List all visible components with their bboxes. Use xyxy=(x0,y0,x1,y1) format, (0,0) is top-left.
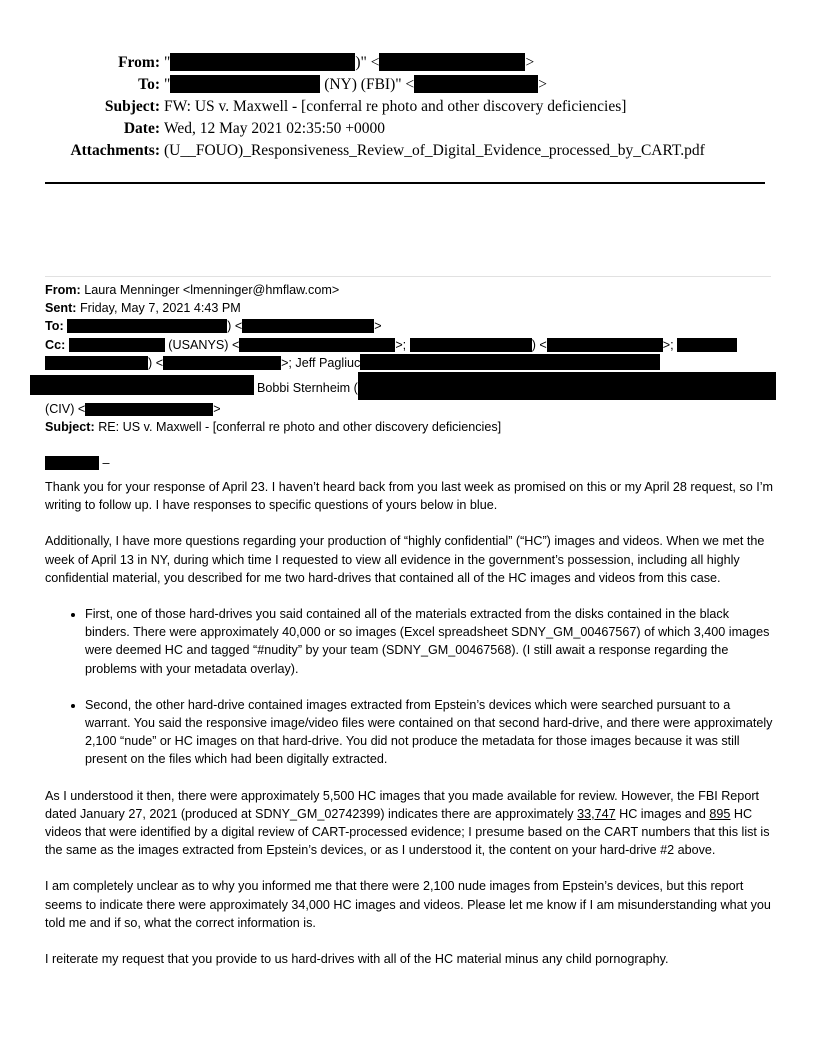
redaction-block xyxy=(242,319,374,333)
forwarded-header xyxy=(45,281,775,473)
text-fragment: )" < xyxy=(355,54,380,71)
text-fragment: ) < xyxy=(531,337,547,352)
greeting-dash: – xyxy=(99,456,110,471)
fwd-subject-value: RE: US v. Maxwell - [conferral re photo and other discovery deficiencies] xyxy=(98,420,502,435)
text-fragment: " xyxy=(164,76,171,93)
redaction-block xyxy=(414,75,538,93)
redaction-block xyxy=(45,356,148,370)
list-item: • First, one of those hard-drives you said contained all of the materials extracted from the disks contained in the black binders. There were approximately 40,000 or so images (Excel spreadsheet SDNY_GM_00467567) of which 3,400 images were deemed HC and tagged “#nudity” by your team (SDNY_GM_00467568). (I still await a response regarding the problems with your metadata overlay). xyxy=(85,605,775,678)
text-fragment: >; xyxy=(662,337,678,352)
forwarded-divider xyxy=(45,276,771,277)
header-attachments-label: Attachments: xyxy=(70,142,160,159)
redaction-block xyxy=(69,338,165,352)
header-from-label: From: xyxy=(118,54,160,71)
text-fragment: HC images and xyxy=(615,806,710,821)
header-from-value xyxy=(164,52,534,74)
header-divider xyxy=(45,182,765,184)
hc-videos-count: 895 xyxy=(709,806,731,821)
fwd-from-value: Laura Menninger <lmenninger@hmflaw.com> xyxy=(84,283,340,297)
text-fragment: (USANYS) < xyxy=(164,337,240,352)
header-to-row xyxy=(0,74,816,96)
text-fragment: > xyxy=(374,319,382,334)
text-fragment: > xyxy=(525,54,535,71)
redaction-block xyxy=(239,338,395,352)
text-fragment: ) < xyxy=(227,319,243,334)
fwd-cc-row-4 xyxy=(45,400,775,418)
body-paragraph: Additionally, I have more questions regarding your production of “highly confidential” (“HC”) images and videos. When we met the week of April 13 in NY, during which time I requested to view all evidence in the government’s possession, including all highly confidential material, you described for me two hard-drives that contained all of the HC images and videos from this case. xyxy=(45,534,765,585)
email-body xyxy=(45,478,775,986)
redaction-block xyxy=(67,319,227,333)
hc-images-count: 33,747 xyxy=(577,806,616,821)
email-header xyxy=(0,52,816,162)
header-subject-label: Subject: xyxy=(104,98,160,115)
fwd-to-row xyxy=(45,317,775,335)
fwd-subject-label: Subject: xyxy=(45,420,95,435)
header-subject-row xyxy=(0,96,816,118)
fwd-to-label: To: xyxy=(45,319,64,334)
redaction-block xyxy=(360,354,660,370)
text-fragment: > xyxy=(538,76,547,93)
attachment-link[interactable]: (U__FOUO)_Responsiveness_Review_of_Digital_Evidence_processed_by_CART.pdf xyxy=(164,142,705,159)
text-fragment: >; xyxy=(395,337,410,352)
fwd-cc-label: Cc: xyxy=(45,337,66,352)
redaction-block xyxy=(379,53,525,71)
text-fragment: (CIV) < xyxy=(45,402,86,417)
text-fragment: HC videos that were identified by a digital review of CART-processed evidence; I presume based on the CART numbers that this list is the same as the images extracted from Epstein’s devices, or as I understood it, the content on your hard-drive #2 above. xyxy=(45,806,770,858)
fwd-cc-row xyxy=(45,336,775,354)
fwd-sent-value: Friday, May 7, 2021 4:43 PM xyxy=(79,301,241,316)
text-fragment: > xyxy=(213,402,221,417)
body-paragraph: Thank you for your response of April 23. I haven’t heard back from you last week as promised on this or my April 28 request, so I’m writing to follow up. I have responses to specific questions of yours below in blue. xyxy=(45,480,773,513)
greeting xyxy=(45,454,775,472)
header-date-label: Date: xyxy=(123,120,160,137)
redaction-block xyxy=(410,338,532,352)
text-fragment: >; Jeff Pagliuc xyxy=(281,355,361,370)
text-fragment: " xyxy=(164,54,171,71)
text-fragment: As I understood it then, there were approximately 5,500 HC images that you made available for review. However, the FBI Report dated January 27, 2021 (produced at SDNY_GM_02742399) indicates there are approximately xyxy=(45,788,760,821)
redaction-block xyxy=(45,456,99,470)
text-fragment: ) < xyxy=(148,355,164,370)
header-attachments-row xyxy=(0,140,816,162)
header-date-value: Wed, 12 May 2021 02:35:50 +0000 xyxy=(164,120,386,137)
fwd-cc-row-3 xyxy=(45,372,775,400)
fwd-from-row xyxy=(45,281,775,299)
header-to-value xyxy=(164,74,547,96)
header-subject-value: FW: US v. Maxwell - [conferral re photo and other discovery deficiencies] xyxy=(164,98,627,115)
fwd-sent-label: Sent: xyxy=(45,301,77,316)
fwd-sent-row xyxy=(45,299,775,317)
header-date-row xyxy=(0,118,816,140)
redaction-block xyxy=(163,356,281,370)
header-to-label: To: xyxy=(138,76,160,93)
body-paragraph: I reiterate my request that you provide to us hard-drives with all of the HC material minus any child pornography. xyxy=(45,952,669,967)
fwd-cc-row-2 xyxy=(45,354,775,372)
redaction-block xyxy=(547,338,663,352)
redaction-block xyxy=(85,403,213,416)
redaction-block xyxy=(677,338,737,352)
redaction-block xyxy=(170,53,355,71)
header-from-row xyxy=(0,52,816,74)
redaction-block xyxy=(30,375,254,395)
list-item: • Second, the other hard-drive contained images extracted from Epstein’s devices which were searched pursuant to a warrant. You said the responsive image/video files were contained on that second hard-drive, and there were approximately 2,100 “nude” or HC images on that hard-drive. You did not produce the metadata for those images because it was still present on the files which had been digitally extracted. xyxy=(85,696,775,769)
bullet-list xyxy=(45,605,775,769)
fwd-subject-row xyxy=(45,418,775,436)
redaction-block xyxy=(170,75,320,93)
fwd-from-label: From: xyxy=(45,283,81,297)
redaction-block xyxy=(358,372,776,400)
text-fragment: (NY) (FBI)" < xyxy=(320,76,415,93)
text-fragment: Bobbi Sternheim ( xyxy=(257,381,358,396)
body-paragraph: I am completely unclear as to why you informed me that there were 2,100 nude images from Epstein’s devices, but this report seems to indicate there were approximately 34,000 HC images and videos. Please let me know if I am misunderstanding what you told me and if so, what the correct information is. xyxy=(45,879,771,930)
body-paragraph xyxy=(45,787,775,860)
